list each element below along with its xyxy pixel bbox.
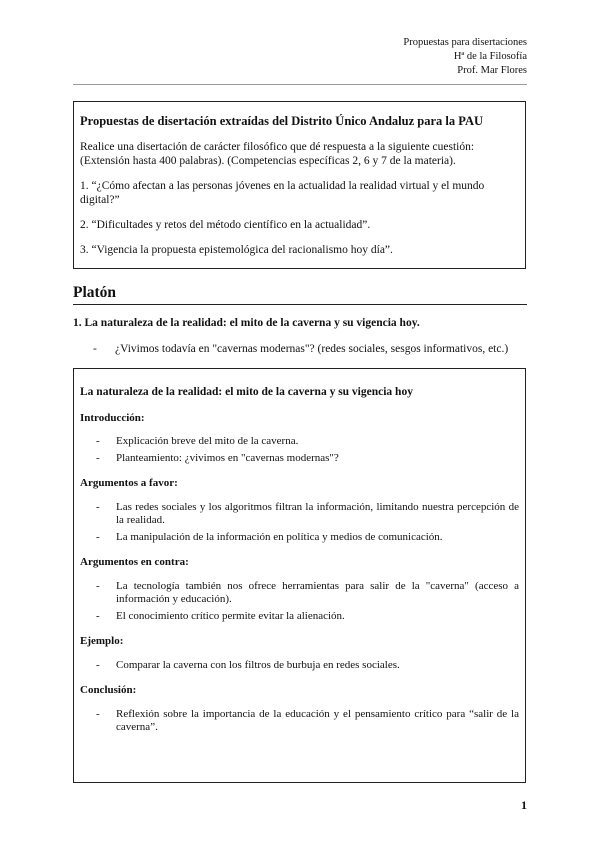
outline-list-argumentos-contra	[80, 580, 519, 624]
list-item: - Reflexión sobre la importancia de la educación y el pensamiento crítico para “salir de la caverna”.	[96, 707, 519, 733]
proposal-item-2: 2. “Dificultades y retos del método científico en la actualidad”.	[80, 219, 371, 231]
list-item: - Las redes sociales y los algoritmos filtran la información, limitando nuestra percepción de la realidad.	[96, 500, 519, 526]
section-subtitle: 1. La naturaleza de la realidad: el mito de la caverna y su vigencia hoy.	[73, 317, 420, 329]
list-item: - La tecnología también nos ofrece herramientas para salir de la "caverna" (acceso a información y educación).	[96, 579, 519, 605]
section-bullet	[93, 343, 533, 355]
proposals-title: Propuestas de disertación extraídas del Distrito Único Andaluz para la PAU	[80, 114, 484, 128]
outline-heading-ejemplo: Ejemplo:	[80, 635, 124, 647]
section-title: Platón	[73, 284, 117, 301]
outline-list-introduccion	[80, 435, 519, 465]
page-number: 1	[521, 798, 527, 812]
section-divider	[73, 304, 527, 305]
proposals-intro: Realice una disertación de carácter filosófico que dé respuesta a la siguiente cuestión: (Extensión hasta 400 palabras). (Competencias específicas 2, 6 y 7 de la materia).	[80, 141, 475, 167]
list-item: - Planteamiento: ¿vivimos en "cavernas modernas"?	[96, 451, 339, 464]
list-item: - La manipulación de la información en política y medios de comunicación.	[96, 530, 443, 543]
proposal-item-1: 1. “¿Cómo afectan a las personas jóvenes en la actualidad la realidad virtual y el mundo digital?”	[80, 180, 485, 206]
outline-heading-introduccion: Introducción:	[80, 411, 145, 424]
essay-outline-box	[73, 368, 526, 783]
outline-list-ejemplo	[80, 659, 519, 673]
proposal-item-3: 3. “Vigencia la propuesta epistemológica del racionalismo hoy día”.	[80, 244, 393, 256]
list-item: - Comparar la caverna con los filtros de burbuja en redes sociales.	[96, 658, 400, 671]
header-divider	[73, 84, 527, 85]
list-item: - El conocimiento crítico permite evitar la alienación.	[96, 609, 345, 622]
dissertation-proposals-box	[73, 101, 526, 269]
list-item: - Explicación breve del mito de la caverna.	[96, 435, 299, 447]
outline-heading-argumentos-contra: Argumentos en contra:	[80, 556, 189, 568]
header-line-2: Hª de la Filosofía	[453, 51, 527, 62]
outline-title: La naturaleza de la realidad: el mito de la caverna y su vigencia hoy	[80, 386, 413, 398]
header-line-3: Prof. Mar Flores	[457, 65, 527, 76]
page-header	[403, 36, 527, 78]
dash-marker: -	[93, 343, 97, 355]
section-bullet-text: ¿Vivimos todavía en "cavernas modernas"? (redes sociales, sesgos informativos, etc.)	[115, 343, 509, 355]
outline-list-argumentos-favor	[80, 501, 519, 545]
outline-heading-argumentos-favor: Argumentos a favor:	[80, 477, 178, 489]
header-line-1: Propuestas para disertaciones	[403, 37, 527, 48]
outline-list-conclusion	[80, 708, 519, 735]
outline-heading-conclusion: Conclusión:	[80, 684, 137, 696]
